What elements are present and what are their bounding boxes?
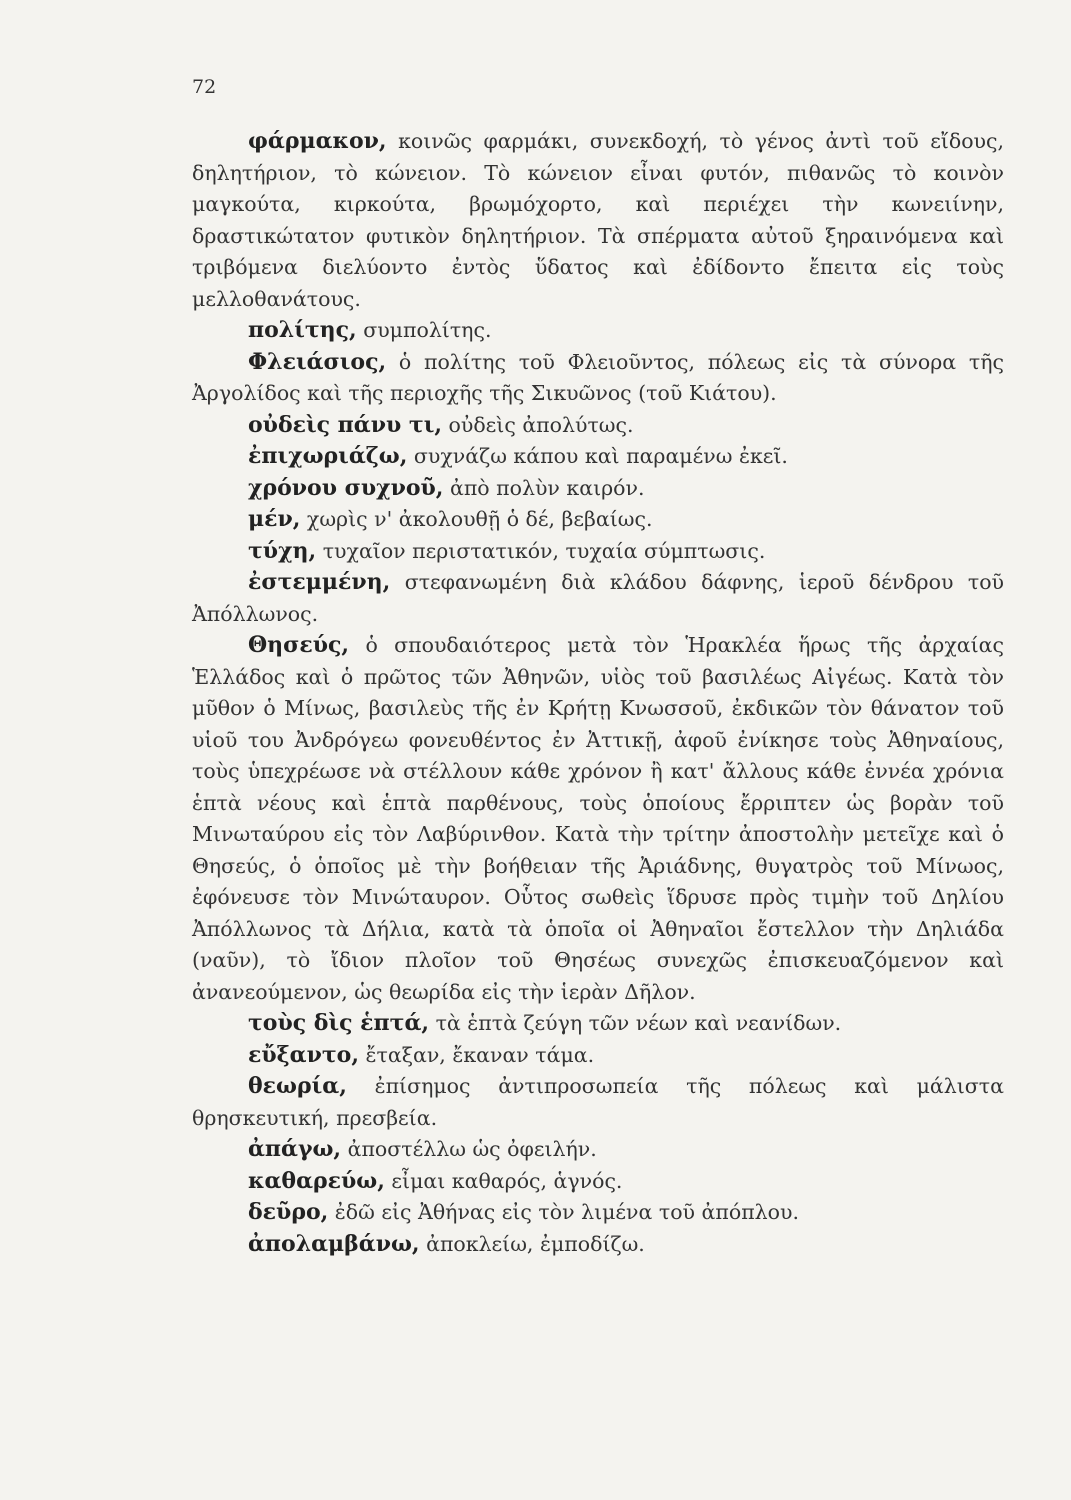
glossary-term: καθαρεύω, <box>248 1167 385 1194</box>
glossary-entry <box>192 1166 1004 1198</box>
glossary-definition: οὐδεὶς ἀπολύτως. <box>442 412 634 437</box>
glossary-term: ἀπάγω, <box>248 1136 342 1162</box>
glossary-definition: ἔταξαν, ἔκαναν τάμα. <box>359 1042 595 1067</box>
glossary-definition: ὁ σπουδαιότερος μετὰ τὸν Ἡρακλέα ἥρως τῆς ἀρχαίας Ἑλλάδος καὶ ὁ πρῶτος τῶν Ἀθηνῶν, υἱὸς τοῦ βασιλέως Αἰγέως. Κατὰ τὸν μῦθον ὁ Μίνως, βασιλεὺς τῆς ἐν Κρήτῃ Κνωσσοῦ, ἐκδικῶν τὸν θάνατον τοῦ υἱοῦ του Ἀνδρόγεω φονευθέντος ἐν Ἀττικῇ, ἀφοῦ ἐνίκησε τοὺς Ἀθηναίους, τοὺς ὑπεχρέωσε νὰ στέλλουν κάθε χρόνον ἢ κατ' ἄλλους κάθε ἐννέα χρόνια ἑπτὰ νέους καὶ ἑπτὰ παρθένους, τοὺς ὁποίους ἔρριπτεν ὡς βορὰν τοῦ Μινωταύρου εἰς τὸν Λαβύρινθον. Κατὰ τὴν τρίτην ἀποστολὴν μετεῖχε καὶ ὁ Θησεύς, ὁ ὁποῖος μὲ τὴν βοήθειαν τῆς Ἀριάδνης, θυγατρὸς τοῦ Μίνωος, ἐφόνευσε τὸν Μινώταυρον. Οὗτος σωθεὶς ἵδρυσε πρὸς τιμὴν τοῦ Δηλίου Ἀπόλλωνος τὰ Δήλια, κατὰ τὰ ὁποῖα οἱ Ἀθηναῖοι ἔστελλον τὴν Δηλιάδα (ναῦν), τὸ ἴδιον πλοῖον τοῦ Θησέως συνεχῶς ἐπισκευαζόμενον καὶ ἀνανεούμενον, ὡς θεωρίδα εἰς τὴν ἱερὰν Δῆλον. <box>192 633 1004 1004</box>
glossary-entry <box>192 630 1004 1008</box>
glossary-definition: συμπολίτης. <box>356 318 492 342</box>
page-number: 72 <box>192 76 217 98</box>
glossary-definition: χωρὶς ν' ἀκολουθῇ ὁ δέ, βεβαίως. <box>300 507 653 531</box>
glossary-term: δεῦρο, <box>248 1199 329 1225</box>
glossary-term: χρόνου συχνοῦ, <box>248 474 444 501</box>
glossary-body <box>192 126 1004 1260</box>
glossary-definition: εἶμαι καθαρός, ἁγνός. <box>384 1168 623 1193</box>
glossary-entry <box>192 1197 1004 1229</box>
glossary-definition: ἀπὸ πολὺν καιρόν. <box>443 475 645 500</box>
glossary-entry <box>192 1071 1004 1134</box>
glossary-term: τύχη, <box>248 537 317 564</box>
glossary-entry <box>192 536 1004 568</box>
glossary-entry <box>192 126 1004 315</box>
glossary-entry <box>192 441 1004 473</box>
glossary-definition: ὁ πολίτης τοῦ Φλειοῦντος, πόλεως εἰς τὰ σύνορα τῆς Ἀργολίδος καὶ τῆς περιοχῆς τῆς Σικυῶνος (τοῦ Κιάτου). <box>192 349 1004 405</box>
glossary-definition: κοινῶς φαρμάκι, συνεκδοχή, τὸ γένος ἀντὶ τοῦ εἴδους, δηλητήριον, τὸ κώνειον. Τὸ κώνειον εἶναι φυτόν, πιθανῶς τὸ κοινὸν μαγκούτα, κιρκούτα, βρωμόχορτο, καὶ περιέχει τὴν κωνειίνην, δραστικώτατον φυτικὸν δηλητήριον. Τὰ σπέρματα αὐτοῦ ξηραινόμενα καὶ τριβόμενα διελύοντο ἐντὸς ὕδατος καὶ ἐδίδοντο ἔπειτα εἰς τοὺς μελλοθανάτους. <box>192 129 1004 311</box>
glossary-entry <box>192 1229 1004 1261</box>
glossary-definition: ἀποστέλλω ὡς ὀφειλήν. <box>341 1137 597 1161</box>
glossary-term: Θησεύς, <box>248 632 350 658</box>
glossary-term: πολίτης, <box>248 317 357 343</box>
glossary-term: μέν, <box>248 506 301 532</box>
glossary-definition: ἐπίσημος ἀντιπροσωπεία τῆς πόλεως καὶ μάλιστα θρησκευτική, πρεσβεία. <box>192 1074 1004 1130</box>
glossary-entry <box>192 1008 1004 1040</box>
glossary-term: οὐδεὶς πάνυ τι, <box>248 411 443 438</box>
glossary-entry <box>192 473 1004 505</box>
glossary-definition: ἐδῶ εἰς Ἀθήνας εἰς τὸν λιμένα τοῦ ἀπόπλου. <box>328 1200 799 1224</box>
glossary-entry <box>192 1134 1004 1166</box>
glossary-term: τοὺς δὶς ἑπτά, <box>248 1010 430 1036</box>
glossary-term: ἐπιχωριάζω, <box>248 443 408 469</box>
glossary-term: ἐστεμμένη, <box>248 569 391 595</box>
glossary-definition: τὰ ἑπτὰ ζεύγη τῶν νέων καὶ νεανίδων. <box>429 1011 842 1035</box>
glossary-entry <box>192 567 1004 630</box>
glossary-definition: ἀποκλείω, ἐμποδίζω. <box>419 1231 645 1256</box>
glossary-definition: τυχαῖον περιστατικόν, τυχαία σύμπτωσις. <box>316 538 766 563</box>
glossary-entry <box>192 315 1004 347</box>
glossary-term: ἀπολαμβάνω, <box>248 1230 420 1257</box>
glossary-entry <box>192 410 1004 442</box>
glossary-term: εὔξαντο, <box>248 1041 359 1068</box>
glossary-term: φάρμακον, <box>248 128 387 154</box>
glossary-term: Φλειάσιος, <box>248 348 387 375</box>
glossary-entry <box>192 1040 1004 1072</box>
glossary-definition: στεφανωμένη διὰ κλάδου δάφνης, ἱεροῦ δένδρου τοῦ Ἀπόλλωνος. <box>192 570 1004 626</box>
glossary-entry <box>192 504 1004 536</box>
glossary-entry <box>192 347 1004 410</box>
glossary-term: θεωρία, <box>248 1073 347 1099</box>
glossary-definition: συχνάζω κάπου καὶ παραμένω ἐκεῖ. <box>407 444 788 468</box>
